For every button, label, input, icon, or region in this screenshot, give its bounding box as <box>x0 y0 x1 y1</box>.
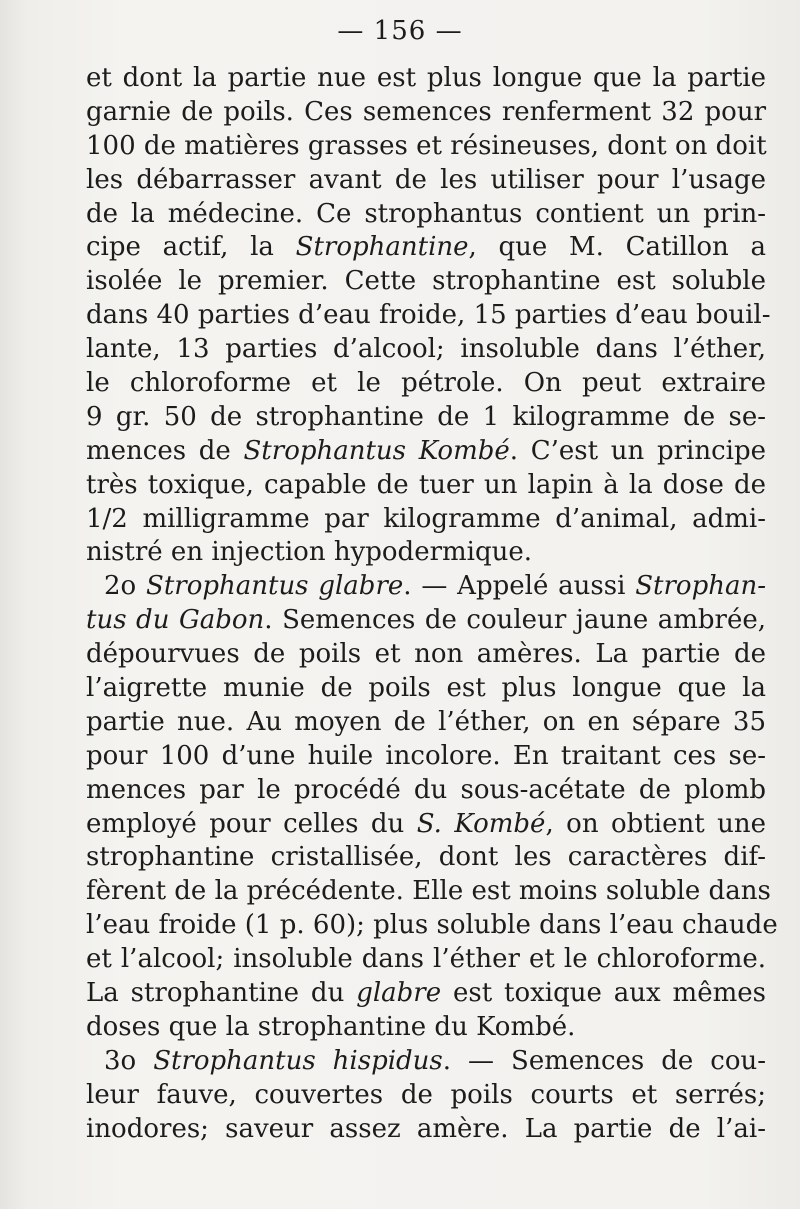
text-line <box>86 740 766 774</box>
text-segment: dans 40 parties d’eau froide, 15 parties d’eau bouil- <box>86 300 771 331</box>
text-segment: mences par le procédé du sous-acétate de plomb <box>86 774 766 805</box>
text-line <box>86 875 771 909</box>
text-line <box>86 469 766 503</box>
text-line <box>86 706 766 740</box>
text-segment: La strophantine du <box>86 978 357 1009</box>
text-segment: l’eau froide (1 p. 60); plus soluble dans l’eau chaude <box>86 910 778 941</box>
text-segment: . — Appelé aussi <box>403 571 636 602</box>
text-segment: de la médecine. Ce strophantus contient un prin- <box>86 198 766 229</box>
text-segment: isolée le premier. Cette strophantine est soluble <box>86 266 766 297</box>
text-line <box>86 231 766 265</box>
text-segment: dépourvues de poils et non amères. La partie de <box>86 639 766 670</box>
text-segment: lante, 13 parties d’alcool; insoluble dans l’éther, <box>86 334 766 365</box>
text-segment: , que M. Catillon a <box>468 232 766 263</box>
text-segment: nistré en injection hypodermique. <box>86 537 533 568</box>
italic-term: tus du Gabon <box>86 605 265 636</box>
page-number: — 156 — <box>337 16 463 46</box>
text-segment: très toxique, capable de tuer un lapin à la dose de <box>86 469 766 500</box>
text-segment: employé pour celles du <box>86 808 417 839</box>
text-line <box>86 841 766 875</box>
text-segment: 1/2 milligramme par kilogramme d’animal, admi- <box>86 503 766 534</box>
text-line <box>86 367 766 401</box>
text-segment: pour 100 d’une huile incolore. En traitant ces se- <box>86 740 766 771</box>
text-line <box>86 299 771 333</box>
text-segment: leur fauve, couvertes de poils courts et serrés; <box>86 1079 766 1110</box>
text-line <box>86 265 766 299</box>
text-segment: doses que la strophantine du Kombé. <box>86 1011 576 1042</box>
text-line <box>86 435 766 469</box>
text-segment: 2o <box>104 571 147 602</box>
text-line <box>86 1079 766 1113</box>
text-line <box>86 130 766 164</box>
text-line <box>86 909 778 943</box>
text-line <box>86 96 766 130</box>
text-line <box>86 638 766 672</box>
text-segment: 100 de matières grasses et résineuses, dont on doit <box>86 130 767 161</box>
italic-term: S. Kombé <box>416 808 546 839</box>
text-line <box>86 164 766 198</box>
italic-term: Strophantine <box>295 232 469 263</box>
text-segment: garnie de poils. Ces semences renferment 32 pour <box>86 96 766 127</box>
text-segment: le chloroforme et le pétrole. On peut extraire <box>86 368 766 399</box>
body-text <box>86 62 778 1147</box>
text-line <box>86 401 766 435</box>
text-segment: et l’alcool; insoluble dans l’éther et le chloroforme. <box>86 944 766 975</box>
text-line <box>86 503 766 537</box>
text-line <box>86 198 766 232</box>
italic-term: Strophan- <box>635 571 766 602</box>
text-segment: 3o <box>104 1045 154 1076</box>
text-line <box>86 333 766 367</box>
text-line <box>86 604 766 638</box>
text-line <box>86 1045 766 1079</box>
text-line <box>86 536 766 570</box>
text-segment: cipe actif, la <box>86 232 296 263</box>
text-line <box>86 1113 766 1147</box>
text-segment: partie nue. Au moyen de l’éther, on en sépare 35 <box>86 706 766 737</box>
text-segment: mences de <box>86 435 244 466</box>
text-line <box>86 943 766 977</box>
text-line <box>86 1011 766 1045</box>
text-segment: , on obtient une <box>545 808 766 839</box>
text-segment: inodores; saveur assez amère. La partie de l’ai- <box>86 1113 766 1144</box>
text-segment: . — Semences de cou- <box>442 1045 767 1076</box>
text-line <box>86 977 766 1011</box>
text-segment: est toxique aux mêmes <box>441 978 766 1009</box>
italic-term: Strophantus Kombé <box>243 435 510 466</box>
text-line <box>86 672 766 706</box>
italic-term: Strophantus glabre <box>146 571 404 602</box>
text-segment: et dont la partie nue est plus longue que la partie <box>86 63 766 93</box>
text-segment: strophantine cristallisée, dont les caractères dif- <box>86 842 766 873</box>
text-line <box>86 62 766 96</box>
text-segment: . C’est un principe <box>509 435 766 466</box>
text-segment: . Semences de couleur jaune ambrée, <box>264 605 766 636</box>
text-segment: les débarrasser avant de les utiliser pour l’usage <box>86 164 766 195</box>
text-segment: l’aigrette munie de poils est plus longue que la <box>86 673 766 704</box>
text-line <box>86 808 766 842</box>
italic-term: glabre <box>356 978 442 1009</box>
italic-term: Strophantus hispidus <box>153 1045 443 1076</box>
text-line <box>86 570 766 604</box>
text-segment: fèrent de la précédente. Elle est moins soluble dans <box>86 876 771 907</box>
text-line <box>86 774 766 808</box>
text-segment: 9 gr. 50 de strophantine de 1 kilogramme de se- <box>86 401 766 432</box>
